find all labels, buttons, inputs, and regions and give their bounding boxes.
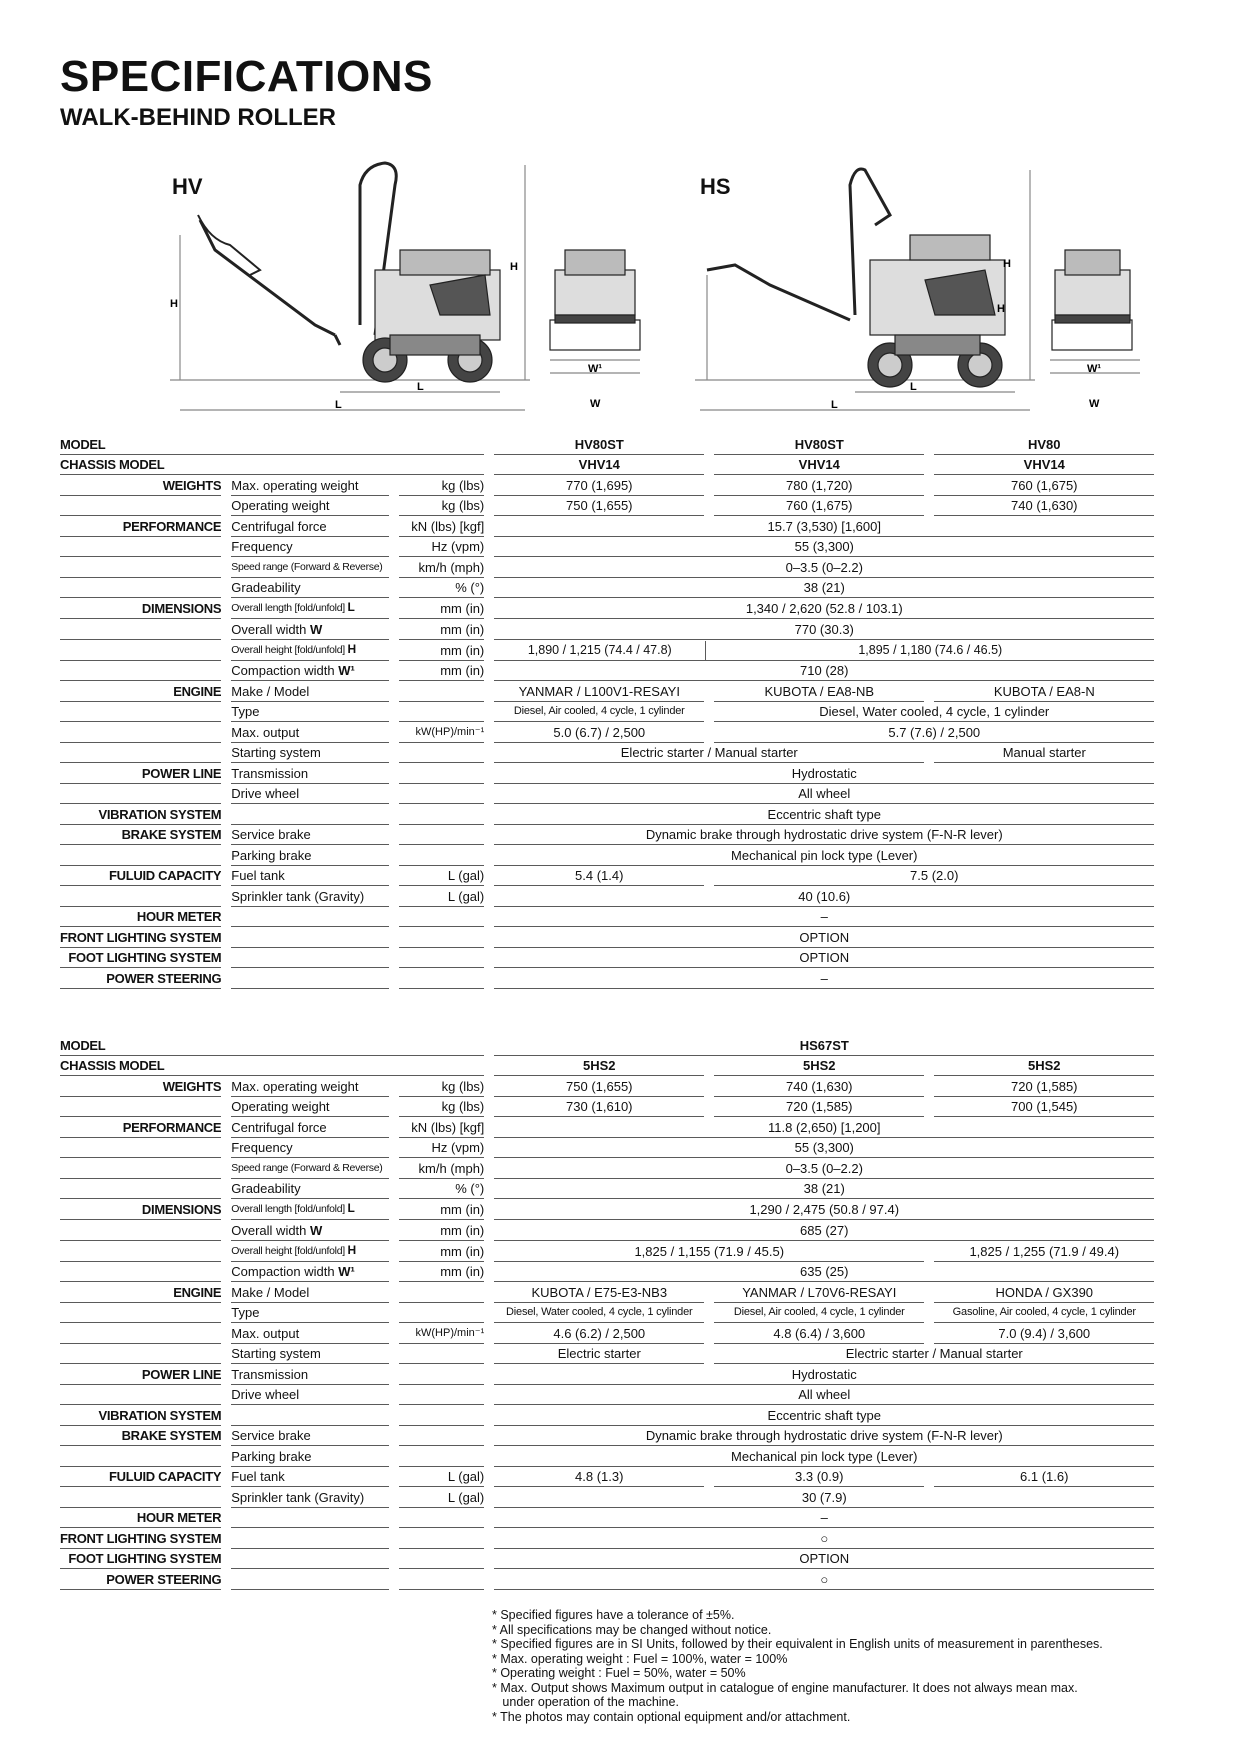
unit-label: mm (in) (399, 1262, 484, 1283)
item-label: Make / Model (231, 681, 389, 702)
spec-value: Diesel, Water cooled, 4 cycle, 1 cylinder (714, 702, 1154, 723)
dim-l-label: L (831, 399, 838, 411)
unit-label: % (°) (399, 1179, 484, 1200)
spec-value: Diesel, Air cooled, 4 cycle, 1 cylinder (494, 702, 704, 723)
spec-value: – (494, 907, 1154, 928)
spec-value: 7.5 (2.0) (714, 866, 1154, 887)
unit-label: km/h (mph) (399, 1158, 484, 1179)
page-title: SPECIFICATIONS (60, 52, 433, 101)
footnotes (492, 1608, 1103, 1724)
spec-value: Eccentric shaft type (494, 1405, 1154, 1426)
spec-value: 4.6 (6.2) / 2,500 (494, 1323, 704, 1344)
unit-label: kg (lbs) (399, 475, 484, 496)
spec-value: 5.7 (7.6) / 2,500 (714, 722, 1154, 743)
spec-value: 38 (21) (494, 1179, 1154, 1200)
spec-value: 5.4 (1.4) (494, 866, 704, 887)
category-label: POWER STEERING (60, 1569, 221, 1590)
table-row (60, 1385, 1154, 1406)
model-name: HV80ST (714, 434, 924, 455)
table-row (60, 1528, 1154, 1549)
table-row (60, 1446, 1154, 1467)
spec-value: 0–3.5 (0–2.2) (494, 557, 1154, 578)
spec-value: OPTION (494, 948, 1154, 969)
spec-table-hs (50, 1035, 1164, 1590)
table-row (60, 496, 1154, 517)
item-label: Transmission (231, 1364, 389, 1385)
unit-label: Hz (vpm) (399, 537, 484, 558)
table-row (60, 1076, 1154, 1097)
table-row (60, 907, 1154, 928)
category-label: PERFORMANCE (60, 1117, 221, 1138)
spec-value: OPTION (494, 1549, 1154, 1570)
category-label: VIBRATION SYSTEM (60, 804, 221, 825)
category-label: FULUID CAPACITY (60, 1467, 221, 1488)
unit-label: kg (lbs) (399, 496, 484, 517)
spec-value: 750 (1,655) (494, 1076, 704, 1097)
dim-h-label: H (170, 298, 178, 310)
dim-l-label: L (335, 399, 342, 411)
spec-value: ○ (494, 1569, 1154, 1590)
table-row (60, 1364, 1154, 1385)
unit-label: mm (in) (399, 1199, 484, 1220)
spec-value: YANMAR / L70V6-RESAYI (714, 1282, 924, 1303)
item-label: Parking brake (231, 1446, 389, 1467)
item-label: Make / Model (231, 1282, 389, 1303)
spec-value: 30 (7.9) (494, 1487, 1154, 1508)
category-label: FOOT LIGHTING SYSTEM (60, 948, 221, 969)
spec-value: 740 (1,630) (934, 496, 1154, 517)
category-label: ENGINE (60, 1282, 221, 1303)
item-label: Parking brake (231, 845, 389, 866)
category-label: FRONT LIGHTING SYSTEM (60, 927, 221, 948)
spec-value: 635 (25) (494, 1262, 1154, 1283)
dim-w1-label: W¹ (1087, 363, 1102, 375)
table-row (60, 1179, 1154, 1200)
table-row (60, 763, 1154, 784)
table-row (60, 845, 1154, 866)
table-row (60, 886, 1154, 907)
table-row (60, 1344, 1154, 1365)
table-row (60, 948, 1154, 969)
spec-value: Hydrostatic (494, 1364, 1154, 1385)
table-row (60, 640, 1154, 661)
spec-value: ○ (494, 1528, 1154, 1549)
spec-value: All wheel (494, 1385, 1154, 1406)
spec-value: 40 (10.6) (494, 886, 1154, 907)
category-label: POWER LINE (60, 763, 221, 784)
spec-value: 760 (1,675) (714, 496, 924, 517)
table-row (60, 866, 1154, 887)
footnote: * The photos may contain optional equipment and/or attachment. (492, 1709, 851, 1724)
footnote: * Specified figures have a tolerance of ±5%. (492, 1608, 735, 1622)
item-label: Max. operating weight (231, 475, 389, 496)
spec-value: KUBOTA / EA8-NB (714, 681, 924, 702)
dim-l-label: L (910, 381, 917, 393)
item-label: Max. operating weight (231, 1076, 389, 1097)
category-label: DIMENSIONS (60, 598, 221, 619)
chassis-name: 5HS2 (494, 1056, 704, 1077)
item-label: Fuel tank (231, 1467, 389, 1488)
item-label: Sprinkler tank (Gravity) (231, 886, 389, 907)
table-row (60, 722, 1154, 743)
table-row (60, 475, 1154, 496)
item-label: Overall width W (231, 619, 389, 640)
spec-value: Electric starter / Manual starter (714, 1344, 1154, 1365)
item-label: Speed range (Forward & Reverse) (231, 557, 389, 578)
item-label: Overall height [fold/unfold] H (231, 640, 389, 661)
chassis-name: 5HS2 (934, 1056, 1154, 1077)
model-name: HV80ST (494, 434, 704, 455)
category-label: WEIGHTS (60, 475, 221, 496)
item-label: Starting system (231, 743, 389, 764)
unit-label: L (gal) (399, 1467, 484, 1488)
item-label: Fuel tank (231, 866, 389, 887)
footnote: under operation of the machine. (492, 1695, 679, 1709)
category-label: PERFORMANCE (60, 516, 221, 537)
table-row (60, 1508, 1154, 1529)
spec-value: 700 (1,545) (934, 1097, 1154, 1118)
dim-w-label: W (1089, 398, 1100, 410)
unit-label: kg (lbs) (399, 1076, 484, 1097)
page-subtitle: WALK-BEHIND ROLLER (60, 104, 336, 131)
item-label: Transmission (231, 763, 389, 784)
spec-value: Mechanical pin lock type (Lever) (494, 1446, 1154, 1467)
category-label: VIBRATION SYSTEM (60, 1405, 221, 1426)
chassis-name: 5HS2 (714, 1056, 924, 1077)
item-label: Max. output (231, 1323, 389, 1344)
unit-label: kN (lbs) [kgf] (399, 1117, 484, 1138)
spec-value: 760 (1,675) (934, 475, 1154, 496)
item-label: Frequency (231, 537, 389, 558)
table-row (60, 598, 1154, 619)
table-row (60, 434, 1154, 455)
dim-h-label: H (510, 261, 518, 273)
spec-value-group (494, 640, 1154, 661)
spec-value: Gasoline, Air cooled, 4 cycle, 1 cylinder (934, 1303, 1154, 1324)
unit-label: mm (in) (399, 1220, 484, 1241)
unit-label: % (°) (399, 578, 484, 599)
spec-value: 710 (28) (494, 661, 1154, 682)
table-row (60, 1117, 1154, 1138)
spec-value: Diesel, Air cooled, 4 cycle, 1 cylinder (714, 1303, 924, 1324)
table-row (60, 1487, 1154, 1508)
table-row (60, 1405, 1154, 1426)
spec-value: 38 (21) (494, 578, 1154, 599)
category-label: HOUR METER (60, 1508, 221, 1529)
spec-value: KUBOTA / EA8-N (934, 681, 1154, 702)
model-header: MODEL (60, 434, 484, 455)
footnote: * Max. operating weight : Fuel = 100%, water = 100% (492, 1651, 788, 1666)
spec-value: KUBOTA / E75-E3-NB3 (494, 1282, 704, 1303)
spec-value: 770 (30.3) (494, 619, 1154, 640)
item-label: Operating weight (231, 1097, 389, 1118)
chassis-name: VHV14 (494, 455, 704, 476)
table-row (60, 1282, 1154, 1303)
table-row (60, 1303, 1154, 1324)
item-label: Overall height [fold/unfold] H (231, 1241, 389, 1262)
dim-w-label: W (590, 398, 601, 410)
hv-front-view-drawing (540, 240, 650, 415)
spec-value: 11.8 (2,650) [1,200] (494, 1117, 1154, 1138)
chassis-header: CHASSIS MODEL (60, 1056, 484, 1077)
model-header: MODEL (60, 1035, 484, 1056)
spec-value: All wheel (494, 784, 1154, 805)
category-label: WEIGHTS (60, 1076, 221, 1097)
dim-h-label: H (997, 303, 1005, 315)
table-row (60, 784, 1154, 805)
spec-value: OPTION (494, 927, 1154, 948)
item-label: Type (231, 702, 389, 723)
unit-label: kg (lbs) (399, 1097, 484, 1118)
item-label: Overall length [fold/unfold] L (231, 598, 389, 619)
spec-value: 55 (3,300) (494, 1138, 1154, 1159)
spec-value: Manual starter (934, 743, 1154, 764)
table-row (60, 1097, 1154, 1118)
hv-side-view-drawing (160, 155, 540, 415)
table-row (60, 455, 1154, 476)
table-row (60, 804, 1154, 825)
item-label: Starting system (231, 1344, 389, 1365)
spec-value: HONDA / GX390 (934, 1282, 1154, 1303)
hs-side-view-drawing (685, 155, 1055, 415)
item-label: Drive wheel (231, 784, 389, 805)
table-row (60, 1569, 1154, 1590)
item-label: Overall length [fold/unfold] L (231, 1199, 389, 1220)
item-label: Type (231, 1303, 389, 1324)
spec-value: 7.0 (9.4) / 3,600 (934, 1323, 1154, 1344)
spec-value: Eccentric shaft type (494, 804, 1154, 825)
category-label: BRAKE SYSTEM (60, 825, 221, 846)
item-label: Speed range (Forward & Reverse) (231, 1158, 389, 1179)
hv-figure-label: HV (172, 174, 203, 199)
unit-label: km/h (mph) (399, 557, 484, 578)
item-label: Max. output (231, 722, 389, 743)
unit-label: L (gal) (399, 1487, 484, 1508)
unit-label: L (gal) (399, 886, 484, 907)
item-label: Frequency (231, 1138, 389, 1159)
table-row (60, 1323, 1154, 1344)
item-label: Service brake (231, 1426, 389, 1447)
category-label: FRONT LIGHTING SYSTEM (60, 1528, 221, 1549)
spec-value: 1,895 / 1,180 (74.6 / 46.5) (705, 641, 1154, 660)
table-row (60, 661, 1154, 682)
spec-value: 780 (1,720) (714, 475, 924, 496)
table-row (60, 743, 1154, 764)
chassis-name: VHV14 (934, 455, 1154, 476)
spec-value: – (494, 968, 1154, 989)
spec-value: 4.8 (6.4) / 3,600 (714, 1323, 924, 1344)
table-row (60, 1262, 1154, 1283)
table-row (60, 1467, 1154, 1488)
unit-label: kN (lbs) [kgf] (399, 516, 484, 537)
table-row (60, 968, 1154, 989)
item-label: Overall width W (231, 1220, 389, 1241)
chassis-name: VHV14 (714, 455, 924, 476)
spec-value: 720 (1,585) (934, 1076, 1154, 1097)
category-label: POWER STEERING (60, 968, 221, 989)
item-label: Compaction width W¹ (231, 1262, 389, 1283)
footnote: * Operating weight : Fuel = 50%, water = 50% (492, 1666, 746, 1680)
unit-label: mm (in) (399, 598, 484, 619)
unit-label: mm (in) (399, 661, 484, 682)
dim-h-label: H (1003, 258, 1011, 270)
spec-value: 0–3.5 (0–2.2) (494, 1158, 1154, 1179)
table-row (60, 537, 1154, 558)
spec-value: 685 (27) (494, 1220, 1154, 1241)
item-label: Sprinkler tank (Gravity) (231, 1487, 389, 1508)
spec-value: 6.1 (1.6) (934, 1467, 1154, 1488)
dim-w1-label: W¹ (588, 363, 603, 375)
spec-value: 1,890 / 1,215 (74.4 / 47.8) (527, 642, 672, 657)
table-row (60, 1220, 1154, 1241)
spec-value: 1,290 / 2,475 (50.8 / 97.4) (494, 1199, 1154, 1220)
table-row (60, 825, 1154, 846)
table-row (60, 1199, 1154, 1220)
table-row (60, 1138, 1154, 1159)
spec-table-hv (50, 434, 1164, 989)
category-label: POWER LINE (60, 1364, 221, 1385)
item-label: Service brake (231, 825, 389, 846)
spec-value: Dynamic brake through hydrostatic drive system (F-N-R lever) (494, 1426, 1154, 1447)
model-name: HS67ST (494, 1035, 1154, 1056)
footnote: * All specifications may be changed without notice. (492, 1622, 772, 1637)
unit-label: kW(HP)/min⁻¹ (399, 1323, 484, 1344)
spec-value: Mechanical pin lock type (Lever) (494, 845, 1154, 866)
unit-label: Hz (vpm) (399, 1138, 484, 1159)
spec-value: 730 (1,610) (494, 1097, 704, 1118)
chassis-header: CHASSIS MODEL (60, 455, 484, 476)
table-row (60, 1035, 1154, 1056)
spec-value: Diesel, Water cooled, 4 cycle, 1 cylinder (494, 1303, 704, 1324)
table-row (60, 1549, 1154, 1570)
table-row (60, 1158, 1154, 1179)
spec-value: 1,825 / 1,255 (71.9 / 49.4) (934, 1241, 1154, 1262)
category-label: HOUR METER (60, 907, 221, 928)
table-row (60, 927, 1154, 948)
spec-value: YANMAR / L100V1-RESAYI (494, 681, 704, 702)
spec-value: 750 (1,655) (494, 496, 704, 517)
spec-value: Electric starter (494, 1344, 704, 1365)
footnote: * Specified figures are in SI Units, followed by their equivalent in English units of measurement in parentheses. (492, 1637, 1103, 1651)
hs-figure-label: HS (700, 174, 731, 199)
dim-l-label: L (417, 381, 424, 393)
category-label: BRAKE SYSTEM (60, 1426, 221, 1447)
table-row (60, 1056, 1154, 1077)
item-label: Operating weight (231, 496, 389, 517)
unit-label: mm (in) (399, 640, 484, 661)
item-label: Gradeability (231, 1179, 389, 1200)
spec-value: 55 (3,300) (494, 537, 1154, 558)
spec-value: 3.3 (0.9) (714, 1467, 924, 1488)
table-row (60, 619, 1154, 640)
hs-front-view-drawing (1040, 240, 1150, 415)
item-label: Compaction width W¹ (231, 661, 389, 682)
category-label: FULUID CAPACITY (60, 866, 221, 887)
spec-value: 15.7 (3,530) [1,600] (494, 516, 1154, 537)
spec-value: Dynamic brake through hydrostatic drive system (F-N-R lever) (494, 825, 1154, 846)
model-name: HV80 (934, 434, 1154, 455)
spec-value: 5.0 (6.7) / 2,500 (494, 722, 704, 743)
spec-value: 720 (1,585) (714, 1097, 924, 1118)
spec-value: Electric starter / Manual starter (494, 743, 924, 764)
item-label: Centrifugal force (231, 516, 389, 537)
item-label: Gradeability (231, 578, 389, 599)
item-label: Drive wheel (231, 1385, 389, 1406)
table-row (60, 557, 1154, 578)
footnote: * Max. Output shows Maximum output in catalogue of engine manufacturer. It does not always mean max. (492, 1680, 1078, 1695)
spec-value: 1,340 / 2,620 (52.8 / 103.1) (494, 598, 1154, 619)
unit-label: mm (in) (399, 1241, 484, 1262)
spec-value: 740 (1,630) (714, 1076, 924, 1097)
category-label: FOOT LIGHTING SYSTEM (60, 1549, 221, 1570)
spec-value: 770 (1,695) (494, 475, 704, 496)
table-row (60, 1426, 1154, 1447)
table-row (60, 1241, 1154, 1262)
spec-value: – (494, 1508, 1154, 1529)
spec-value: 4.8 (1.3) (494, 1467, 704, 1488)
item-label: Centrifugal force (231, 1117, 389, 1138)
unit-label: kW(HP)/min⁻¹ (399, 722, 484, 743)
spec-value: Hydrostatic (494, 763, 1154, 784)
table-row (60, 702, 1154, 723)
unit-label: mm (in) (399, 619, 484, 640)
spec-value: 1,825 / 1,155 (71.9 / 45.5) (494, 1241, 924, 1262)
category-label: DIMENSIONS (60, 1199, 221, 1220)
category-label: ENGINE (60, 681, 221, 702)
table-row (60, 578, 1154, 599)
unit-label: L (gal) (399, 866, 484, 887)
table-row (60, 681, 1154, 702)
table-row (60, 516, 1154, 537)
